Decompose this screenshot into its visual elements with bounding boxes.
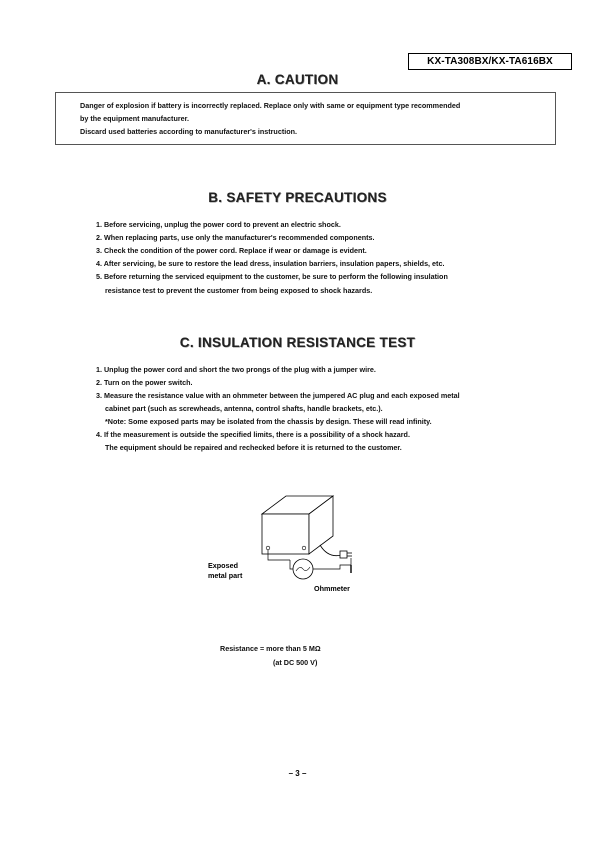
- safety-item-2: 2. When replacing parts, use only the manufacturer's recommended components.: [96, 233, 375, 242]
- caution-line-2: by the equipment manufacturer.: [80, 114, 190, 123]
- caution-title: A. CAUTION: [256, 72, 339, 87]
- insulation-item-4: 4. If the measurement is outside the specified limits, there is a possibility of a shock hazard.: [96, 430, 410, 439]
- insulation-item-3-cont: cabinet part (such as screwheads, antenna, control shafts, handle brackets, etc.).: [105, 404, 383, 413]
- safety-item-1: 1. Before servicing, unplug the power cord to prevent an electric shock.: [96, 220, 341, 229]
- exposed-label-2: metal part: [208, 571, 243, 580]
- page-number: – 3 –: [288, 769, 307, 778]
- insulation-item-3: 3. Measure the resistance value with an ohmmeter between the jumpered AC plug and each exposed metal: [96, 391, 460, 400]
- screw-head-right: [302, 546, 306, 550]
- insulation-item-1: 1. Unplug the power cord and short the two prongs of the plug with a jumper wire.: [96, 365, 376, 374]
- test-lead-right: [313, 565, 348, 569]
- power-cord: [320, 545, 342, 556]
- safety-item-3: 3. Check the condition of the power cord. Replace if wear or damage is evident.: [96, 246, 367, 255]
- safety-item-5-cont: resistance test to prevent the customer from being exposed to shock hazards.: [105, 286, 373, 295]
- model-number: KX-TA308BX/KX-TA616BX: [408, 53, 572, 70]
- resistance-value: Resistance = more than 5 MΩ: [220, 644, 321, 653]
- screw-head-left: [266, 546, 270, 550]
- insulation-item-4-cont: The equipment should be repaired and rechecked before it is returned to the customer.: [105, 443, 402, 452]
- caution-line-1: Danger of explosion if battery is incorrectly replaced. Replace only with same or equipment type recommended: [80, 101, 461, 110]
- safety-title: B. SAFETY PRECAUTIONS: [208, 190, 387, 205]
- resistance-condition: (at DC 500 V): [273, 658, 318, 667]
- safety-item-4: 4. After servicing, be sure to restore the lead dress, insulation barriers, insulation papers, shields, etc.: [96, 259, 445, 268]
- insulation-item-2: 2. Turn on the power switch.: [96, 378, 193, 387]
- ohmmeter-label: Ohmmeter: [314, 584, 350, 593]
- caution-line-3: Discard used batteries according to manufacturer's instruction.: [80, 127, 297, 136]
- ac-plug: [340, 551, 347, 558]
- insulation-note: *Note: Some exposed parts may be isolated from the chassis by design. These will read infinity.: [105, 417, 432, 426]
- safety-item-5: 5. Before returning the serviced equipment to the customer, be sure to perform the following insulation: [96, 272, 448, 281]
- insulation-title: C. INSULATION RESISTANCE TEST: [179, 335, 416, 350]
- exposed-label-1: Exposed: [208, 561, 238, 570]
